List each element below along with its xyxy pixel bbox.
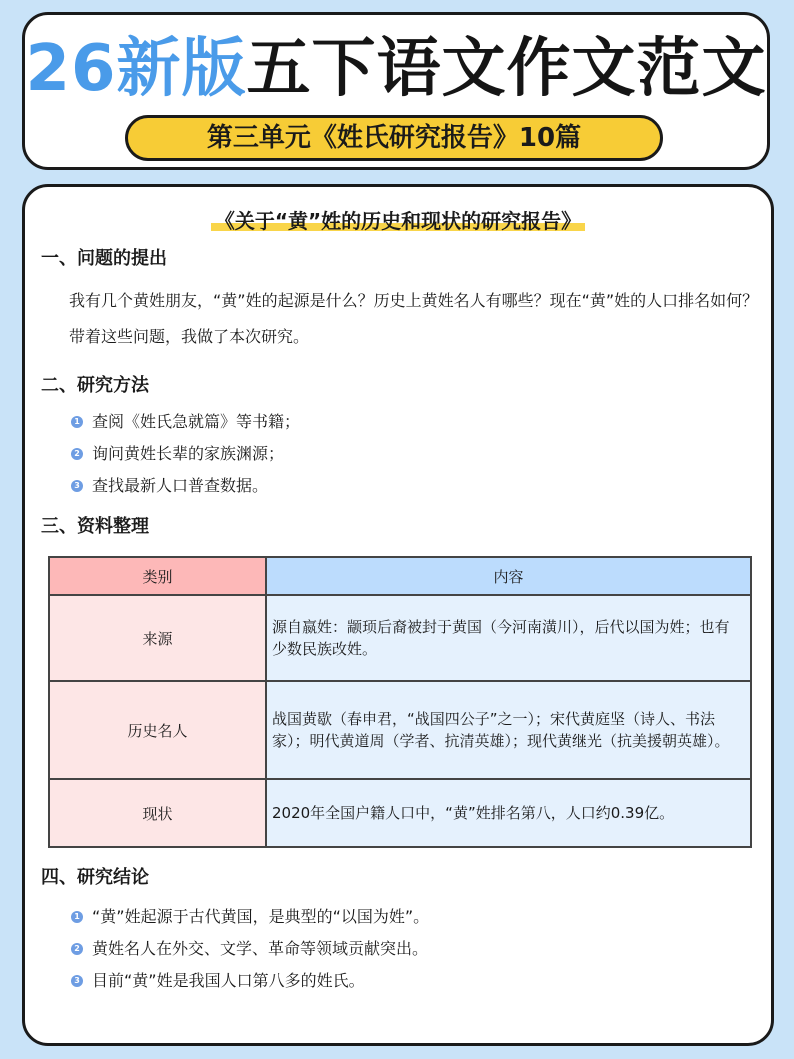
table-cell-content: 2020年全国户籍人口中，“黄”姓排名第八，人口约0.39亿。 (266, 779, 751, 847)
table-header-row (49, 557, 751, 595)
section-heading-method: 二、研究方法 (41, 375, 149, 396)
number-badge-icon: 3 (71, 975, 83, 987)
section-heading-problem: 一、问题的提出 (41, 248, 167, 269)
report-title-text: 《关于“黄”姓的历史和现状的研究报告》 (211, 209, 585, 233)
section-heading-data: 三、资料整理 (41, 516, 149, 537)
number-badge-icon: 1 (71, 416, 83, 428)
method-item (71, 474, 268, 498)
table-cell-content: 源自嬴姓：颛顼后裔被封于黄国（今河南潢川），后代以国为姓；也有少数民族改姓。 (266, 595, 751, 681)
table-header-content: 内容 (266, 557, 751, 595)
number-badge-icon: 3 (71, 480, 83, 492)
conclusion-item (71, 905, 429, 929)
main-title-rest: 五下语文作文范文 (246, 32, 767, 106)
method-item (71, 410, 300, 434)
table-cell-content: 战国黄歇（春申君，“战国四公子”之一）；宋代黄庭坚（诗人、书法家）；明代黄道周（学者、抗清英雄）；现代黄继光（抗美援朝英雄）。 (266, 681, 751, 779)
conclusion-item-text: “黄”姓起源于古代黄国，是典型的“以国为姓”。 (92, 907, 430, 926)
conclusion-item-text: 黄姓名人在外交、文学、革命等领域贡献突出。 (92, 939, 429, 958)
report-card (22, 184, 774, 1046)
method-item-text: 查找最新人口普查数据。 (92, 476, 269, 495)
table-cell-category: 现状 (49, 779, 266, 847)
table-cell-category: 来源 (49, 595, 266, 681)
section-heading-conclusion: 四、研究结论 (41, 867, 149, 888)
number-badge-icon: 1 (71, 911, 83, 923)
number-badge-icon: 2 (71, 448, 83, 460)
table-row (49, 779, 751, 847)
conclusion-item (71, 969, 365, 993)
table-header-category: 类别 (49, 557, 266, 595)
main-title-accent: 26新版 (25, 32, 247, 106)
conclusion-item-text: 目前“黄”姓是我国人口第八多的姓氏。 (92, 971, 365, 990)
subtitle-banner: 第三单元《姓氏研究报告》10篇 (125, 115, 663, 161)
main-title (25, 29, 767, 109)
report-title (25, 207, 771, 235)
table-row (49, 595, 751, 681)
data-table (48, 556, 752, 848)
method-item (71, 442, 284, 466)
number-badge-icon: 2 (71, 943, 83, 955)
method-item-text: 查阅《姓氏急就篇》等书籍； (92, 412, 301, 431)
method-item-text: 询问黄姓长辈的家族渊源； (92, 444, 285, 463)
table-cell-category: 历史名人 (49, 681, 266, 779)
conclusion-item (71, 937, 428, 961)
header-card (22, 12, 770, 170)
problem-paragraph: 我有几个黄姓朋友，“黄”姓的起源是什么？历史上黄姓名人有哪些？现在“黄”姓的人口排名如何？带着这些问题，我做了本次研究。 (69, 291, 759, 346)
table-row (49, 681, 751, 779)
